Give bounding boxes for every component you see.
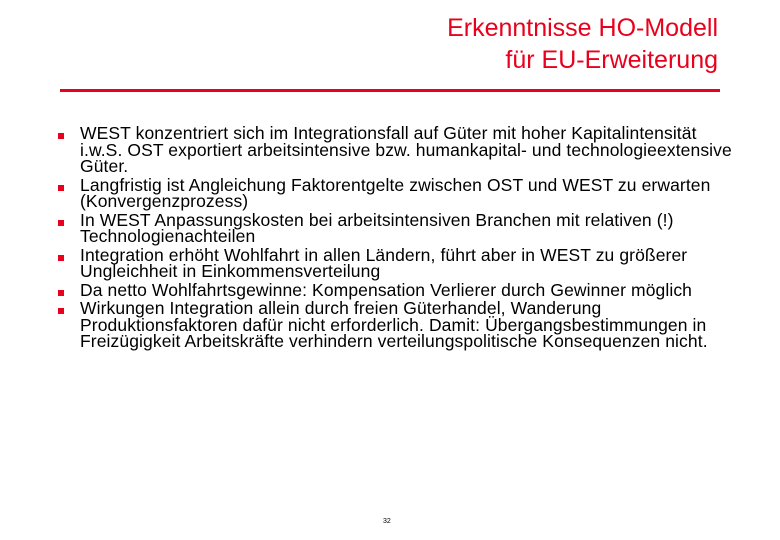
bullet-item	[58, 174, 738, 211]
bullet-text: In WEST Anpassungskosten bei arbeitsintensiven Branchen mit relativen (!) Technologienachteilen	[80, 209, 674, 246]
bullet-square-icon	[58, 185, 64, 191]
title-divider	[60, 89, 720, 92]
bullet-text: Langfristig ist Angleichung Faktorentgelte zwischen OST und WEST zu erwarten (Konvergenzprozess)	[80, 174, 711, 211]
bullet-list	[58, 125, 738, 352]
bullet-square-icon	[58, 255, 64, 261]
bullet-item	[58, 279, 738, 300]
bullet-text: Wirkungen Integration allein durch freien Güterhandel, Wanderung Produktionsfaktoren dafür nicht erforderlich. Damit: Übergangsbestimmungen in Freizügigkeit Arbeitskräfte verhindern verteilungspolitische Konsequenzen nicht.	[80, 298, 708, 351]
bullet-item	[58, 244, 738, 281]
slide-title-line-2: für EU-Erweiterung	[505, 46, 718, 74]
slide-title-line-1: Erkenntnisse HO-Modell	[447, 14, 718, 42]
bullet-item	[58, 209, 738, 246]
bullet-square-icon	[58, 308, 64, 314]
slide-title	[447, 12, 718, 76]
bullet-text: Da netto Wohlfahrtsgewinne: Kompensation Verlierer durch Gewinner möglich	[80, 279, 693, 300]
bullet-square-icon	[58, 133, 64, 139]
page-number: 32	[383, 518, 391, 525]
bullet-item	[58, 125, 738, 175]
bullet-text: WEST konzentriert sich im Integrationsfall auf Güter mit hoher Kapitalintensität i.w.S. OST exportiert arbeitsintensive bzw. humankapital- und technologieextensive Güter.	[80, 123, 732, 176]
bullet-text: Integration erhöht Wohlfahrt in allen Ländern, führt aber in WEST zu größerer Ungleichheit in Einkommensverteilung	[80, 244, 688, 281]
bullet-item	[58, 300, 738, 350]
bullet-square-icon	[58, 220, 64, 226]
bullet-square-icon	[58, 290, 64, 296]
